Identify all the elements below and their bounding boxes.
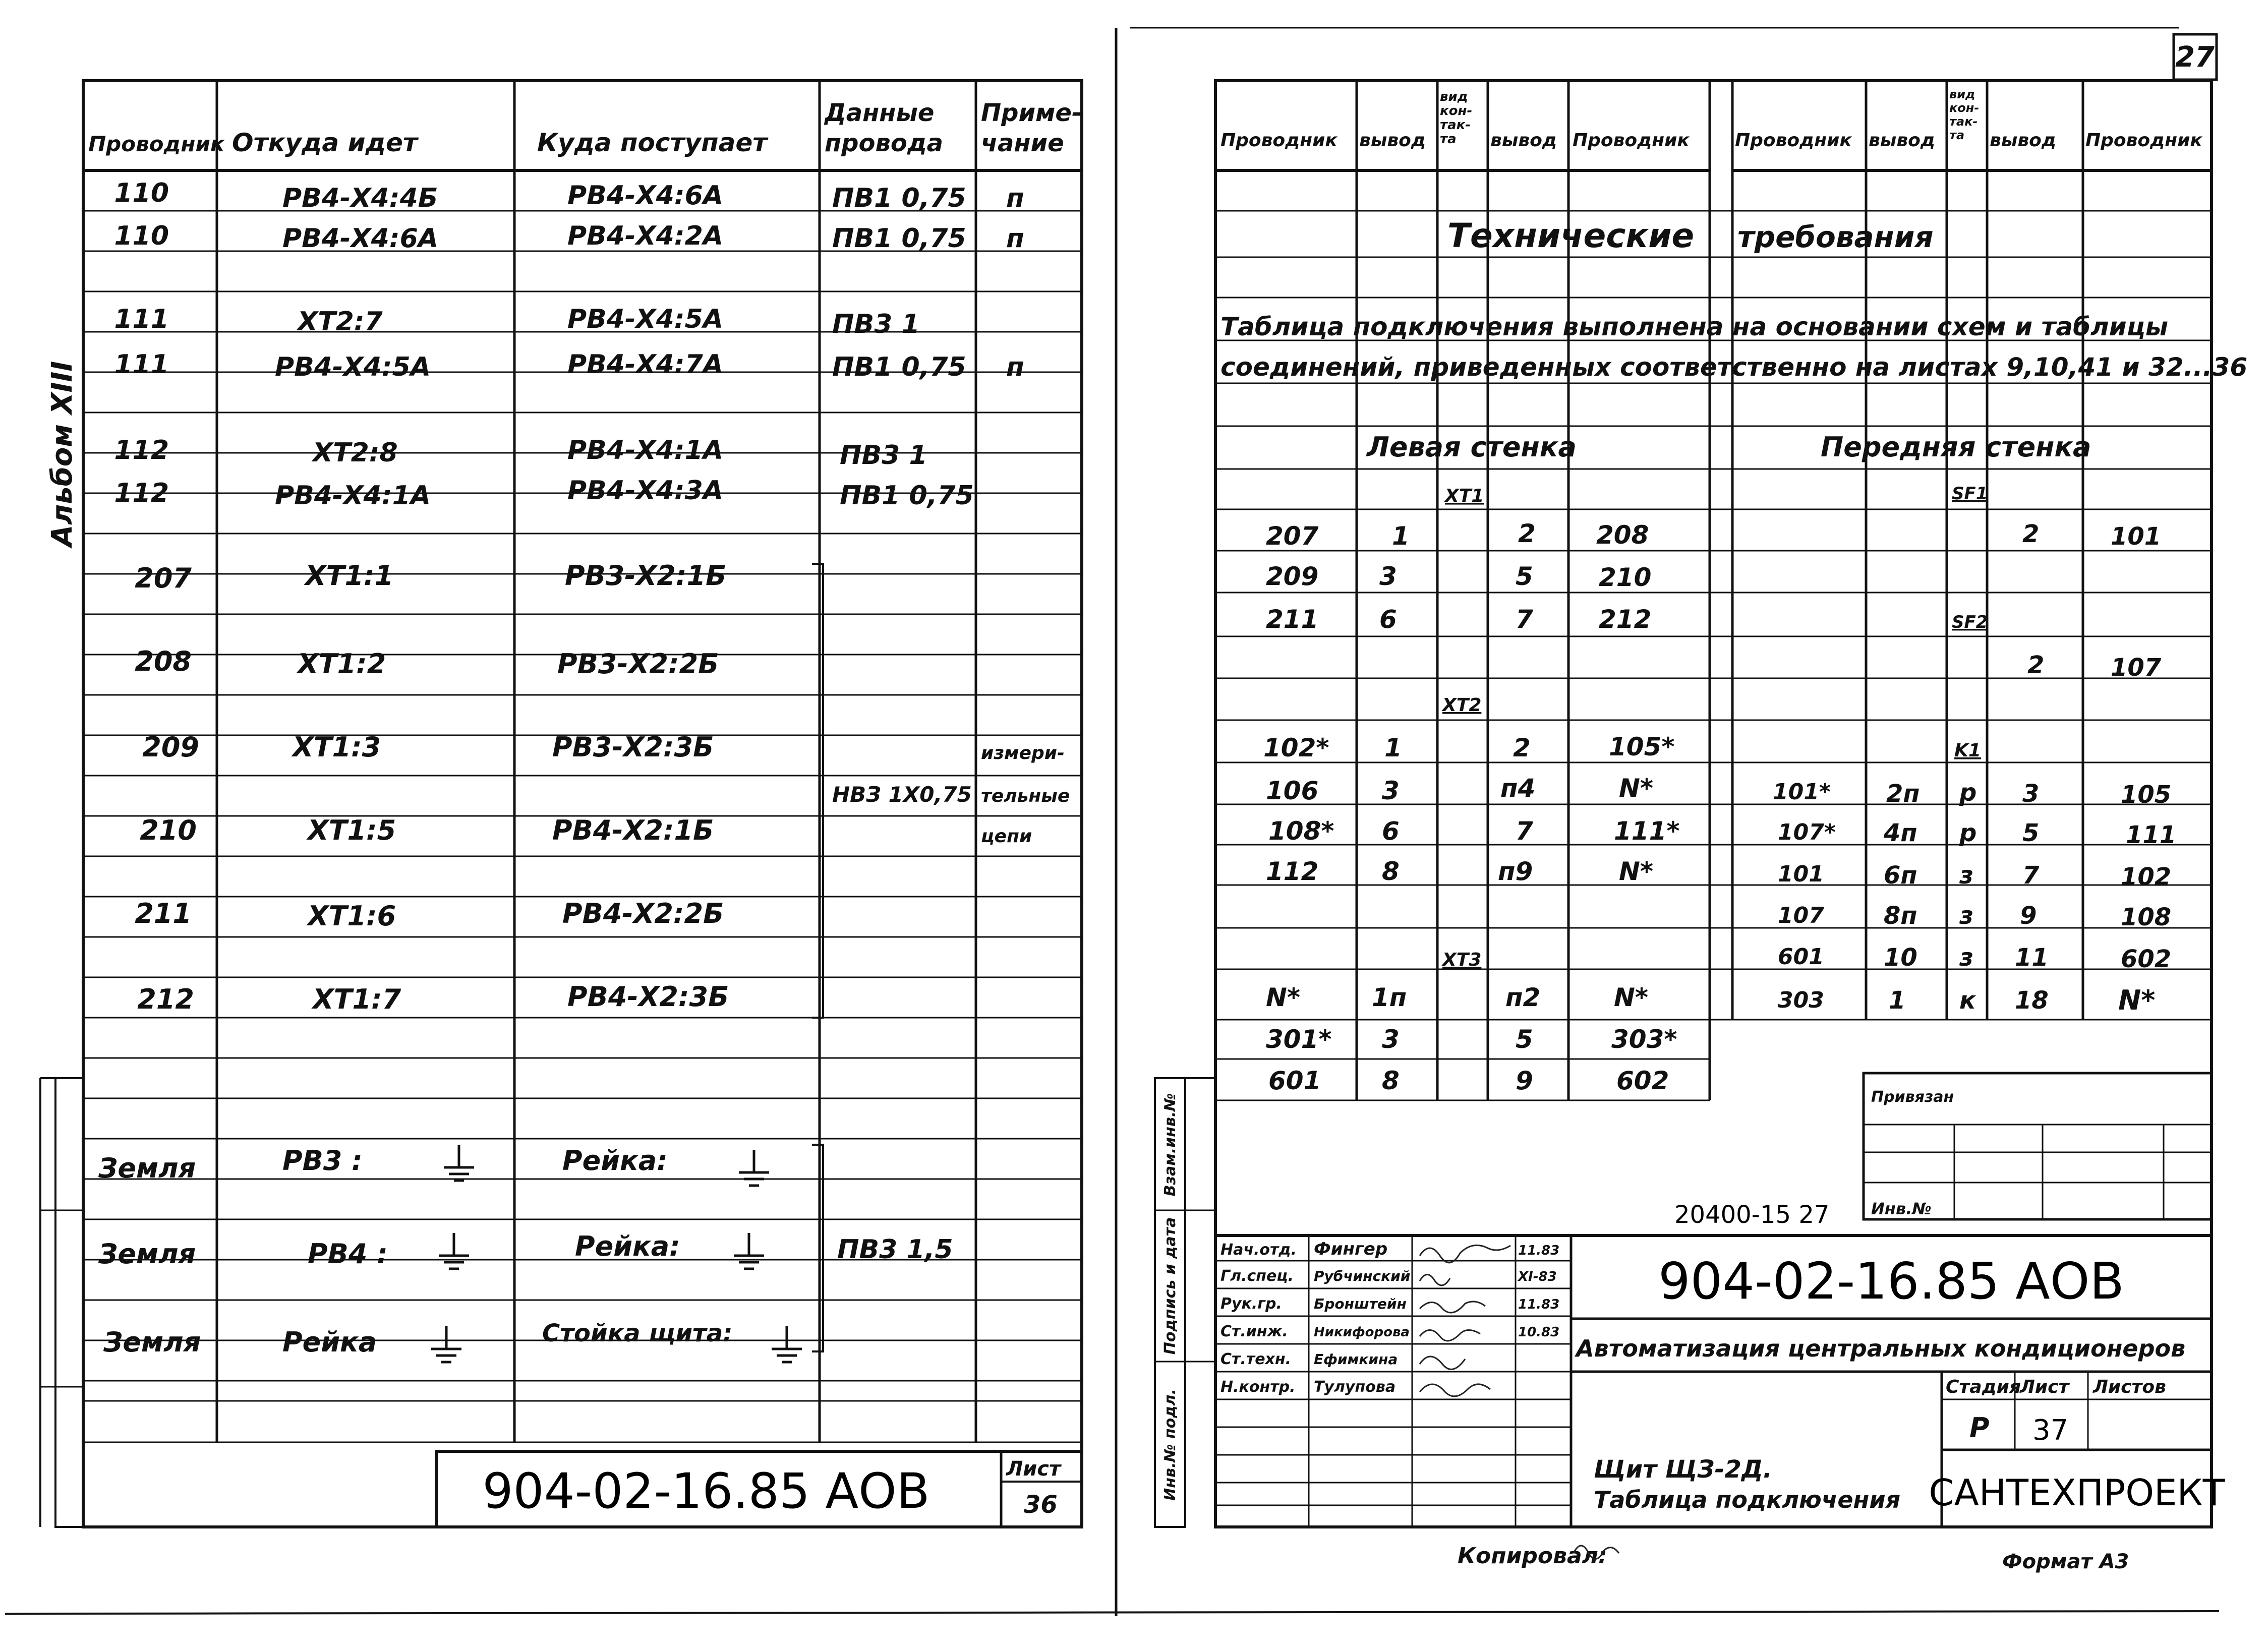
k1-r4-o2: 9: [2020, 902, 2037, 930]
xt3-r2-c1: 301*: [1266, 1025, 1332, 1054]
sf1-output: 2: [2022, 520, 2040, 548]
k1-r1-o1: 2п: [1886, 780, 1920, 808]
r-hdr-output-2: вывод: [1490, 130, 1557, 151]
k1-r5-o1: 10: [1884, 944, 1917, 972]
k1-r1-o2: 3: [2022, 780, 2040, 808]
xt3-r2-c2: 303*: [1611, 1025, 1677, 1054]
k1-r5-c1: 601: [1778, 944, 1824, 970]
xt3-label: ХТ3: [1442, 950, 1482, 970]
stamp-code: 20400-15 27: [1674, 1201, 1830, 1229]
group-note-l3: цепи: [981, 826, 1032, 847]
hdr-note-l2: чание: [981, 129, 1064, 157]
row7-to: РВ3-Х2:1Б: [565, 560, 727, 592]
k1-r3-t: з: [1959, 861, 1973, 890]
xt1-r2-o2: 5: [1516, 562, 1533, 591]
sheets-label: Листов: [2093, 1377, 2166, 1397]
group-note-l2: тельные: [981, 786, 1070, 806]
row9-to: РВ3-Х2:3Б: [552, 731, 714, 763]
row5-wire: ПВ3 1: [840, 440, 927, 470]
ground3-to: Стойка щита:: [542, 1319, 733, 1347]
xt2-r2-c1: 106: [1266, 776, 1319, 805]
row6-from: РВ4-Х4:1А: [275, 481, 431, 511]
sf2-conductor: 107: [2111, 654, 2162, 682]
xt1-r1-o1: 1: [1392, 521, 1410, 551]
xt1-r1-c2: 208: [1596, 520, 1649, 550]
row11-from: ХТ1:6: [308, 900, 396, 932]
row6-conductor: 112: [114, 478, 169, 508]
k1-r2-c1: 107*: [1778, 819, 1836, 845]
xt1-r1-c1: 207: [1266, 521, 1319, 551]
r-hdr-contact2-l4: та: [1949, 128, 1965, 142]
row8-to: РВ3-Х2:2Б: [557, 648, 719, 680]
xt2-r4-c1: 112: [1266, 857, 1319, 886]
k1-r2-t: р: [1959, 819, 1977, 847]
row3-from: ХТ2:7: [298, 307, 383, 337]
row1-wire: ПВ1 0,75: [832, 183, 966, 213]
stage-value: Р: [1969, 1412, 1990, 1444]
k1-r6-o1: 1: [1889, 986, 1906, 1015]
row10-to: РВ4-Х2:1Б: [552, 814, 714, 846]
sf2-output: 2: [2027, 651, 2045, 679]
xt2-r2-c2: N*: [1619, 774, 1653, 803]
row11-conductor: 211: [135, 898, 192, 929]
org-name: САНТЕХПРОЕКТ: [1929, 1471, 2225, 1514]
xt2-r2-o2: п4: [1500, 774, 1536, 803]
staff3-date: 11.83: [1518, 1297, 1560, 1312]
note-line2: соединений, приведенных соответственно на листах 9,10,41 и 32...36: [1220, 352, 2248, 382]
row5-to: РВ4-Х4:1А: [567, 435, 724, 465]
k1-r2-o2: 5: [2022, 819, 2040, 847]
k1-r5-o2: 11: [2015, 944, 2049, 972]
row2-note: п: [1006, 223, 1024, 254]
staff4-name: Никифорова: [1314, 1325, 1410, 1340]
r-hdr-output-3: вывод: [1869, 130, 1935, 151]
doc-title: Автоматизация центральных кондиционеров: [1576, 1335, 2186, 1362]
row11-to: РВ4-Х2:2Б: [562, 898, 724, 929]
row8-from: ХТ1:2: [298, 648, 386, 680]
row6-to: РВ4-Х4:3А: [567, 476, 724, 506]
sheet-value: 37: [2032, 1414, 2069, 1447]
row4-note: п: [1006, 352, 1024, 382]
page-number: 27: [2175, 41, 2215, 74]
row3-conductor: 111: [114, 304, 169, 334]
xt3-r1-c2: N*: [1614, 983, 1648, 1012]
row2-to: РВ4-Х4:2А: [567, 221, 724, 251]
staff2-name: Рубчинский: [1314, 1268, 1411, 1284]
staff4-role: Ст.инж.: [1220, 1323, 1288, 1340]
front-wall: Передняя стенка: [1821, 431, 2091, 463]
row1-to: РВ4-Х4:6А: [567, 181, 724, 211]
staff2-role: Гл.спец.: [1220, 1267, 1294, 1285]
inv-no: Инв.№: [1871, 1199, 1932, 1218]
r-hdr-contact2-l3: так-: [1949, 114, 1978, 129]
note-line1: Таблица подключения выполнена на основании схем и таблицы: [1220, 312, 2168, 341]
row2-conductor: 110: [114, 221, 169, 251]
hdr-from: Откуда идет: [232, 128, 418, 157]
left-doc-code: 904-02-16.85 АОВ: [482, 1463, 930, 1519]
staff2-date: XI-83: [1518, 1269, 1557, 1284]
right-sheet: [1155, 81, 2247, 1573]
xt1-r2-c2: 210: [1599, 563, 1652, 592]
k1-r6-c2: N*: [2118, 984, 2156, 1016]
r-hdr-output-1: вывод: [1359, 130, 1426, 151]
k1-r4-c1: 107: [1778, 903, 1824, 928]
ground2-conductor: Земля: [98, 1238, 196, 1270]
ground-wire: ПВ3 1,5: [837, 1234, 953, 1265]
staff6-role: Н.контр.: [1220, 1378, 1296, 1396]
row2-from: РВ4-Х4:6А: [282, 223, 439, 254]
album-label: Альбом XIII: [46, 361, 79, 547]
row9-conductor: 209: [142, 731, 199, 763]
r-hdr-conductor-4: Проводник: [2085, 130, 2202, 151]
ground1-conductor: Земля: [98, 1152, 196, 1184]
r-hdr-contact2-l2: кон-: [1949, 101, 1980, 115]
xt2-r3-o1: 6: [1382, 816, 1400, 846]
xt2-r4-o1: 8: [1382, 857, 1400, 886]
row6-wire: ПВ1 0,75: [840, 481, 974, 511]
ground1-from: РВ3 :: [282, 1145, 363, 1176]
row1-from: РВ4-Х4:4Б: [282, 183, 438, 213]
r-hdr-conductor-3: Проводник: [1735, 130, 1852, 151]
k1-r5-c2: 602: [2121, 945, 2172, 973]
k1-r2-c2: 111: [2126, 821, 2177, 849]
row3-to: РВ4-Х4:5А: [567, 304, 724, 334]
hdr-to: Куда поступает: [537, 128, 768, 157]
k1-r4-o1: 8п: [1884, 902, 1917, 930]
k1-r3-o2: 7: [2022, 861, 2040, 890]
staff3-name: Бронштейн: [1314, 1295, 1407, 1312]
xt1-r2-c1: 209: [1266, 562, 1319, 591]
privyazan: Привязан: [1871, 1088, 1954, 1106]
right-doc-code: 904-02-16.85 АОВ: [1658, 1252, 2125, 1311]
group-wire: НВЗ 1Х0,75: [832, 782, 972, 807]
r-hdr-contact2-l1: вид: [1949, 87, 1975, 101]
staff1-name: Фингер: [1314, 1239, 1388, 1259]
k1-r3-c2: 102: [2121, 863, 2172, 891]
r-hdr-output-4: вывод: [1990, 130, 2056, 151]
staff6-name: Тулупова: [1314, 1378, 1396, 1396]
hdr-wire-l1: Данные: [825, 99, 935, 127]
k1-label: K1: [1954, 740, 1981, 761]
row1-conductor: 110: [114, 178, 169, 208]
row12-to: РВ4-Х2:3Б: [567, 981, 729, 1013]
k1-r6-c1: 303: [1778, 987, 1824, 1013]
hdr-conductor: Проводник: [88, 132, 225, 156]
r-hdr-contact-l4: та: [1440, 132, 1457, 147]
format-label: Формат А3: [2002, 1550, 2129, 1573]
name-line1: Щит ЩЗ-2Д.: [1594, 1455, 1772, 1484]
staff5-name: Ефимкина: [1314, 1351, 1398, 1368]
stage-label: Стадия: [1946, 1377, 2021, 1397]
xt2-label: ХТ2: [1442, 695, 1482, 716]
xt2-r2-o1: 3: [1382, 776, 1400, 805]
row9-from: ХТ1:3: [293, 731, 381, 763]
xt3-r3-c2: 602: [1616, 1066, 1669, 1095]
sf2-label: SF2: [1952, 612, 1988, 632]
hdr-note-l1: Приме-: [981, 99, 1082, 127]
row3-wire: ПВ3 1: [832, 309, 920, 339]
xt2-r3-c1: 108*: [1268, 816, 1334, 846]
row1-note: п: [1006, 183, 1024, 213]
signature-marks: [1420, 1245, 1510, 1396]
xt3-r2-o2: 5: [1516, 1025, 1533, 1054]
staff4-date: 10.83: [1518, 1325, 1560, 1340]
copied-label: Копировал:: [1458, 1543, 1607, 1569]
row4-conductor: 111: [114, 349, 169, 380]
xt3-r3-o2: 9: [1516, 1066, 1533, 1095]
xt1-r2-o1: 3: [1379, 562, 1397, 591]
ground2-to: Рейка:: [575, 1230, 680, 1262]
k1-r3-c1: 101: [1778, 861, 1824, 887]
row8-conductor: 208: [135, 645, 192, 677]
xt2-r1-o1: 1: [1384, 733, 1402, 762]
k1-r4-c2: 108: [2121, 903, 2172, 931]
tech-req-1: Технические: [1447, 216, 1695, 255]
row7-conductor: 207: [135, 562, 192, 594]
xt1-r3-c1: 211: [1266, 605, 1319, 634]
k1-r6-o2: 18: [2015, 986, 2049, 1015]
r-hdr-contact-l2: кон-: [1440, 103, 1473, 119]
row7-from: ХТ1:1: [305, 560, 394, 592]
hdr-wire-l2: провода: [825, 129, 944, 157]
k1-r4-t: з: [1959, 902, 1973, 930]
k1-r5-t: з: [1959, 944, 1973, 972]
row10-from: ХТ1:5: [308, 814, 396, 846]
row4-wire: ПВ1 0,75: [832, 352, 966, 382]
xt2-r3-o2: 7: [1516, 816, 1533, 846]
r-hdr-contact-l1: вид: [1440, 89, 1468, 104]
staff1-role: Нач.отд.: [1220, 1241, 1297, 1259]
ground1-to: Рейка:: [562, 1145, 668, 1176]
group-note-l1: измери-: [981, 743, 1065, 763]
left-sheet: [40, 81, 1082, 1527]
sf1-label: SF1: [1952, 484, 1988, 504]
k1-r6-t: к: [1959, 986, 1976, 1015]
k1-r1-c1: 101*: [1773, 779, 1831, 805]
xt3-r1-c1: N*: [1266, 983, 1300, 1012]
r-hdr-contact-l3: так-: [1440, 117, 1471, 133]
side-label-2: Подпись и дата: [1161, 1217, 1179, 1355]
xt2-r3-c2: 111*: [1614, 816, 1680, 846]
xt1-r1-o2: 2: [1518, 519, 1536, 548]
row5-from: ХТ2:8: [313, 438, 398, 468]
tech-req-2: требования: [1737, 220, 1934, 254]
side-label-3: Инв.№ подл.: [1161, 1389, 1179, 1501]
xt2-r1-o2: 2: [1513, 733, 1531, 762]
page-number-box: [2174, 34, 2217, 80]
side-label-1: Взам.инв.№: [1161, 1093, 1179, 1197]
sheet-label: Лист: [2020, 1377, 2069, 1397]
xt3-r3-o1: 8: [1382, 1066, 1400, 1095]
xt1-label: ХТ1: [1445, 486, 1484, 506]
left-sheet-number: 36: [1024, 1491, 1058, 1519]
row12-conductor: 212: [137, 983, 194, 1015]
xt3-r2-o1: 3: [1382, 1025, 1400, 1054]
row10-conductor: 210: [140, 814, 197, 846]
k1-r1-t: р: [1959, 779, 1977, 807]
staff1-date: 11.83: [1518, 1243, 1560, 1258]
row5-conductor: 112: [114, 435, 169, 465]
row4-to: РВ4-Х4:7А: [567, 349, 724, 380]
staff3-role: Рук.гр.: [1220, 1295, 1282, 1313]
staff5-role: Ст.техн.: [1220, 1350, 1292, 1368]
k1-r2-o1: 4п: [1884, 819, 1917, 847]
ground3-from: Рейка: [282, 1326, 377, 1358]
left-wall: Левая стенка: [1367, 431, 1577, 463]
xt2-r1-c2: 105*: [1609, 732, 1675, 761]
xt2-r1-c1: 102*: [1263, 733, 1329, 762]
xt2-r4-o2: п9: [1498, 857, 1533, 886]
xt3-r1-o1: 1п: [1372, 983, 1407, 1012]
row12-from: ХТ1:7: [313, 983, 401, 1015]
r-hdr-conductor-2: Проводник: [1573, 130, 1690, 151]
k1-r3-o1: 6п: [1884, 861, 1917, 890]
ground3-conductor: Земля: [103, 1326, 201, 1358]
xt1-r3-o2: 7: [1516, 605, 1533, 634]
xt1-r3-c2: 212: [1599, 605, 1652, 634]
sf1-conductor: 101: [2111, 522, 2162, 551]
ground2-from: РВ4 :: [308, 1238, 388, 1270]
left-sheet-label: Лист: [1006, 1457, 1061, 1481]
xt3-r1-o2: п2: [1505, 983, 1541, 1012]
row2-wire: ПВ1 0,75: [832, 223, 966, 254]
xt1-r3-o1: 6: [1379, 605, 1397, 634]
k1-r1-c2: 105: [2121, 781, 2172, 809]
xt3-r3-c1: 601: [1268, 1066, 1321, 1095]
name-line2: Таблица подключения: [1594, 1486, 1901, 1513]
xt2-r4-c2: N*: [1619, 857, 1653, 886]
r-hdr-conductor-1: Проводник: [1220, 130, 1337, 151]
row4-from: РВ4-Х4:5А: [275, 352, 431, 382]
